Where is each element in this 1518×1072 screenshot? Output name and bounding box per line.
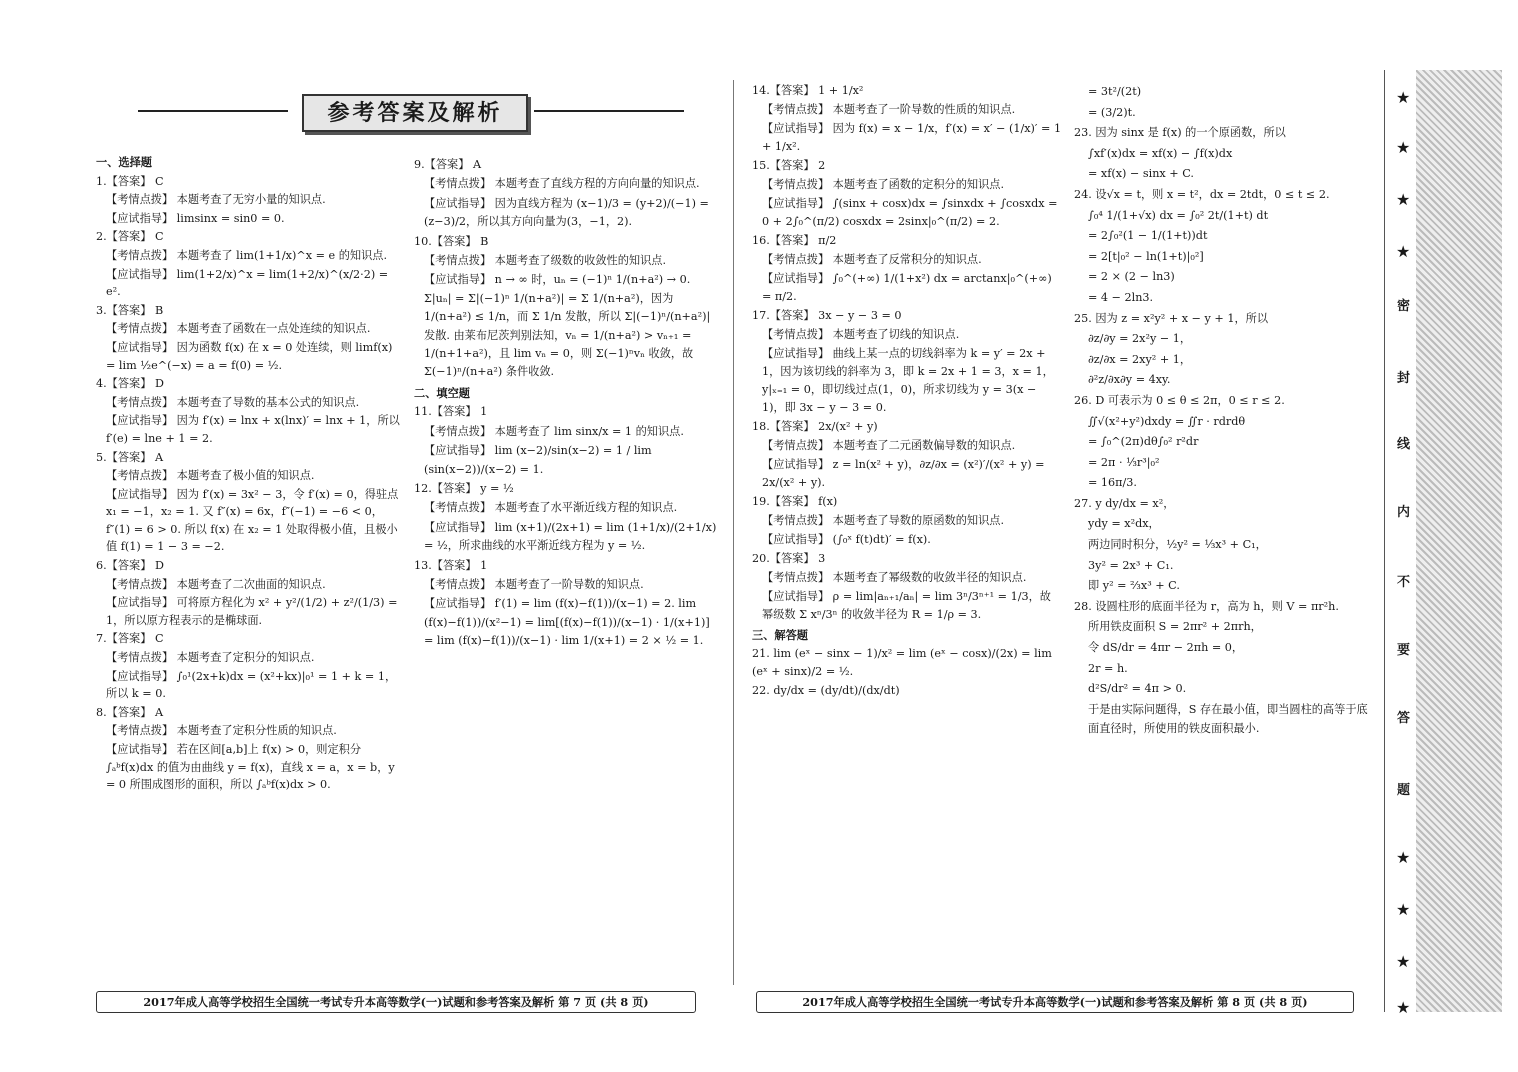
answer-line: = 3t²/(2t): [1088, 85, 1142, 98]
answer-line: 【考情点拨】 本题考查了反常积分的知识点.: [762, 253, 982, 266]
answer-line: 【应试指导】 lim (x−2)/sin(x−2) = 1 / lim (sin(x−2))/(x−2) = 1.: [424, 444, 652, 476]
answer-line: 4.【答案】 D: [96, 377, 164, 391]
binding-char: 答: [1397, 711, 1411, 726]
answer-line: 14.【答案】 1 + 1/x²: [752, 84, 864, 97]
binding-char: 要: [1397, 643, 1411, 658]
answer-line: ∂²z/∂x∂y = 4xy.: [1088, 373, 1171, 387]
answer-line: 【应试指导】 lim (x+1)/(2x+1) = lim (1+1/x)/(2+1/x) = ½，所求曲线的水平渐近线方程为 y = ½.: [424, 520, 717, 553]
answer-line: 【应试指导】 ∫₀^(+∞) 1/(1+x²) dx = arctanx|₀^(+∞) = π/2.: [762, 272, 1052, 303]
binding-char: 题: [1397, 783, 1411, 798]
answer-line: 【考情点拨】 本题考查了函数在一点处连续的知识点.: [106, 322, 371, 336]
answer-line: 9.【答案】 A: [414, 158, 482, 171]
answer-line: 3y² = 2x³ + C₁.: [1088, 558, 1174, 572]
title-rule-left: [138, 110, 288, 112]
answer-line: ∂z/∂x = 2xy² + 1，: [1088, 352, 1192, 366]
answer-line: 令 dS/dr = 4πr − 2πh = 0，: [1088, 641, 1244, 655]
answer-line: = 4 − 2ln3.: [1088, 290, 1154, 304]
answer-line: 【考情点拨】 本题考查了二元函数偏导数的知识点.: [762, 439, 1016, 452]
left-column-2: [414, 156, 720, 652]
answer-line: 【考情点拨】 本题考查了 lim sinx/x = 1 的知识点.: [424, 424, 684, 438]
left-column-1: [96, 152, 401, 795]
answer-line: 【应试指导】 limsinx = sin0 = 0.: [106, 211, 285, 225]
answer-line: = 2∫₀²(1 − 1/(1+t))dt: [1088, 229, 1208, 243]
answer-line: 【考情点拨】 本题考查了函数的定积分的知识点.: [762, 178, 1005, 191]
answer-line: 【应试指导】 因为 f′(x) = lnx + x(lnx)′ = lnx + 1，所以 f′(e) = lne + 1 = 2.: [106, 414, 400, 445]
binding-char: 封: [1397, 371, 1411, 386]
answer-line: 8.【答案】 A: [96, 705, 164, 719]
answer-line: 所用铁皮面积 S = 2πr² + 2πrh，: [1088, 620, 1262, 634]
answer-line: 【考情点拨】 本题考查了二次曲面的知识点.: [106, 577, 326, 591]
answer-line: 【应试指导】 lim(1+2/x)^x = lim(1+2/x)^(x/2·2) = e².: [106, 267, 389, 299]
answer-line: 【应试指导】 n → ∞ 时，uₙ = (−1)ⁿ 1/(n+a²) → 0. Σ|uₙ| = Σ|(−1)ⁿ 1/(n+a²)| = Σ 1/(n+a²)，因为 1/(n+a²) ≤ 1/n，而 Σ 1/n 发散，所以 Σ|(−1)ⁿ/(n+a²)| 发散. 由莱布尼茨判别法知，vₙ = 1/(n+a²) > vₙ₊₁ = 1/(n+1+a²)，且 lim vₙ = 0，则 Σ(−1)ⁿvₙ 收敛，故 Σ(−1)ⁿ/(n+a²) 条件收敛.: [424, 273, 711, 379]
star-icon: ★: [1396, 190, 1411, 209]
answer-line: 【考情点拨】 本题考查了切线的知识点.: [762, 328, 960, 341]
answer-line: 16.【答案】 π/2: [752, 234, 837, 247]
answer-line: 【考情点拨】 本题考查了水平渐近线方程的知识点.: [424, 501, 678, 515]
binding-strip: [1416, 70, 1502, 1012]
right-column-2: [1074, 82, 1374, 740]
answer-line: 23. 因为 sinx 是 f(x) 的一个原函数，所以: [1074, 126, 1286, 140]
answer-line: = 2 × (2 − ln3): [1088, 270, 1175, 284]
answer-line: 两边同时积分，½y² = ⅓x³ + C₁，: [1088, 538, 1267, 552]
title-rule-right: [534, 110, 684, 112]
answer-line: ∂z/∂y = 2x²y − 1，: [1088, 332, 1192, 346]
answer-line: = ∫₀^(2π)dθ∫₀² r²dr: [1088, 435, 1199, 449]
answer-line: 28. 设圆柱形的底面半径为 r，高为 h，则 V = πr²h.: [1074, 599, 1339, 613]
answer-line: = 2π · ⅓r³|₀²: [1088, 455, 1160, 469]
answer-line: 25. 因为 z = x²y² + x − y + 1，所以: [1074, 311, 1269, 325]
answer-line: 【考情点拨】 本题考查了直线方程的方向向量的知识点.: [424, 177, 700, 191]
answer-line: = 16π/3.: [1088, 476, 1137, 490]
answer-line: 2r = h.: [1088, 661, 1128, 675]
answer-line: 【考情点拨】 本题考查了 lim(1+1/x)^x = e 的知识点.: [106, 248, 388, 262]
star-icon: ★: [1396, 88, 1411, 107]
answer-line: 20.【答案】 3: [752, 552, 826, 565]
answer-line: 【应试指导】 因为 f′(x) = 3x² − 3，令 f′(x) = 0，得驻点 x₁ = −1，x₂ = 1. 又 f″(x) = 6x，f″(−1) = −6 < 0，f″(1) = 6 > 0. 所以 f(x) 在 x₂ = 1 处取得极小值，且极小值 f(1) = 1 − 3 = −2.: [106, 487, 399, 554]
answer-line: 15.【答案】 2: [752, 159, 826, 172]
answer-line: 2.【答案】 C: [96, 230, 164, 244]
answer-line: = xf(x) − sinx + C.: [1088, 167, 1194, 181]
answer-line: 10.【答案】 B: [414, 234, 489, 248]
answer-line: 【考情点拨】 本题考查了定积分的知识点.: [106, 651, 315, 665]
answer-line: 21. lim (eˣ − sinx − 1)/x² = lim (eˣ − cosx)/(2x) = lim (eˣ + sinx)/2 = ½.: [752, 647, 1052, 678]
answer-line: 7.【答案】 C: [96, 632, 164, 646]
star-icon: ★: [1396, 952, 1411, 971]
star-icon: ★: [1396, 848, 1411, 867]
answer-line: 22. dy/dx = (dy/dt)/(dx/dt): [752, 684, 900, 697]
answer-line: = (3/2)t.: [1088, 105, 1136, 119]
star-icon: ★: [1396, 138, 1411, 157]
answer-line: 【考情点拨】 本题考查了极小值的知识点.: [106, 469, 315, 483]
binding-char: 线: [1397, 437, 1411, 452]
answer-line: ∬√(x²+y²)dxdy = ∬r · rdrdθ: [1088, 414, 1246, 428]
binding-margin: [1384, 70, 1417, 1012]
answer-line: 17.【答案】 3x − y − 3 = 0: [752, 309, 902, 322]
answer-line: 【考情点拨】 本题考查了一阶导数的性质的知识点.: [762, 103, 1016, 116]
answer-line: 【应试指导】 因为函数 f(x) 在 x = 0 处连续，则 limf(x) = lim ½e^(−x) = a = f(0) = ½.: [106, 340, 393, 372]
answer-line: 【考情点拨】 本题考查了一阶导数的知识点.: [424, 577, 644, 591]
answer-line: 【应试指导】 因为 f(x) = x − 1/x，f′(x) = x′ − (1/x)′ = 1 + 1/x².: [762, 122, 1062, 153]
answer-line: 【应试指导】 ∫(sinx + cosx)dx = ∫sinxdx + ∫cosxdx = 0 + 2∫₀^(π/2) cosxdx = 2sinx|₀^(π/2) = 2.: [762, 197, 1058, 228]
answer-line: 【应试指导】 (∫₀ˣ f(t)dt)′ = f(x).: [762, 533, 931, 546]
answer-line: 【应试指导】 f′(1) = lim (f(x)−f(1))/(x−1) = 2. lim (f(x)−f(1))/(x²−1) = lim[(f(x)−f(1))/(x−1) · 1/(x+1)] = lim (f(x)−f(1))/(x−1) · lim 1/(x+1) = 2 × ½ = 1.: [424, 597, 710, 648]
star-icon: ★: [1396, 900, 1411, 919]
star-icon: ★: [1396, 998, 1411, 1017]
center-divider: [733, 80, 734, 985]
answer-line: 6.【答案】 D: [96, 559, 164, 573]
answer-line: 【应试指导】 ∫₀¹(2x+k)dx = (x²+kx)|₀¹ = 1 + k = 1，所以 k = 0.: [106, 669, 397, 701]
answer-line: 5.【答案】 A: [96, 450, 164, 464]
answer-line: 27. y dy/dx = x²，: [1074, 496, 1175, 510]
answer-line: 【应试指导】 若在区间[a,b]上 f(x) > 0，则定积分 ∫ₐᵇf(x)dx 的值为由曲线 y = f(x)，直线 x = a，x = b，y = 0 所围成图形的面积，所以 ∫ₐᵇf(x)dx > 0.: [106, 743, 395, 792]
footer-right: 2017年成人高等学校招生全国统一考试专升本高等数学(一)试题和参考答案及解析 第 8 页 (共 8 页): [756, 991, 1354, 1013]
answer-line: 【考情点拨】 本题考查了导数的原函数的知识点.: [762, 514, 1005, 527]
footer-left: 2017年成人高等学校招生全国统一考试专升本高等数学(一)试题和参考答案及解析 第 7 页 (共 8 页): [96, 991, 696, 1013]
answer-line: ydy = x²dx，: [1088, 517, 1160, 531]
binding-char: 内: [1397, 505, 1411, 520]
answer-line: 【考情点拨】 本题考查了幂级数的收敛半径的知识点.: [762, 571, 1027, 584]
answer-line: ∫xf′(x)dx = xf(x) − ∫f(x)dx: [1088, 146, 1233, 160]
answer-line: 【应试指导】 ρ = lim|aₙ₊₁/aₙ| = lim 3ⁿ/3ⁿ⁺¹ = 1/3，故幂级数 Σ xⁿ/3ⁿ 的收敛半径为 R = 1/ρ = 3.: [762, 590, 1051, 621]
answer-line: 【考情点拨】 本题考查了无穷小量的知识点.: [106, 193, 326, 207]
answer-line: 13.【答案】 1: [414, 558, 488, 572]
right-column-1: [752, 82, 1062, 701]
answer-line: 【应试指导】 曲线上某一点的切线斜率为 k = y′ = 2x + 1，因为该切线的斜率为 3，即 k = 2x + 1 = 3，x = 1，y|ₓ₌₁ = 0，即切线过点(1，0)，所求切线为 y = 3(x − 1)，即 3x − y − 3 = 0.: [762, 347, 1054, 414]
answer-line: 一、选择题: [96, 155, 152, 169]
binding-char: 密: [1397, 299, 1411, 314]
answer-line: 【考情点拨】 本题考查了导数的基本公式的知识点.: [106, 395, 360, 409]
answer-line: 24. 设√x = t，则 x = t²，dx = 2tdt，0 ≤ t ≤ 2.: [1074, 187, 1330, 201]
answer-line: 于是由实际问题得，S 存在最小值，即当圆柱的高等于底面直径时，所使用的铁皮面积最小.: [1088, 702, 1368, 736]
star-icon: ★: [1396, 242, 1411, 261]
binding-char: 不: [1397, 575, 1411, 590]
answer-line: 【应试指导】 z = ln(x² + y)，∂z/∂x = (x²)′/(x² + y) = 2x/(x² + y).: [762, 458, 1045, 489]
answer-line: 即 y² = ⅔x³ + C.: [1088, 579, 1180, 593]
answer-line: 12.【答案】 y = ½: [414, 481, 514, 495]
answer-line: 18.【答案】 2x/(x² + y): [752, 420, 878, 433]
answer-line: 26. D 可表示为 0 ≤ θ ≤ 2π，0 ≤ r ≤ 2.: [1074, 393, 1285, 407]
answer-line: 【考情点拨】 本题考查了级数的收敛性的知识点.: [424, 254, 667, 268]
answer-line: 19.【答案】 f(x): [752, 495, 838, 508]
page-title: 参考答案及解析: [302, 94, 528, 132]
answer-line: = 2[t|₀² − ln(1+t)|₀²]: [1088, 249, 1204, 263]
answer-line: 3.【答案】 B: [96, 303, 164, 317]
answer-line: 【考情点拨】 本题考查了定积分性质的知识点.: [106, 724, 337, 738]
answer-line: d²S/dr² = 4π > 0.: [1088, 682, 1187, 696]
answer-line: 【应试指导】 可将原方程化为 x² + y²/(1/2) + z²/(1/3) = 1，所以原方程表示的是椭球面.: [106, 596, 398, 627]
answer-line: 三、解答题: [752, 628, 808, 642]
answer-line: ∫₀⁴ 1/(1+√x) dx = ∫₀² 2t/(1+t) dt: [1088, 208, 1269, 222]
answer-line: 1.【答案】 C: [96, 174, 164, 188]
answer-line: 11.【答案】 1: [414, 405, 488, 419]
answer-line: 二、填空题: [414, 385, 470, 400]
answer-line: 【应试指导】 因为直线方程为 (x−1)/3 = (y+2)/(−1) = (z−3)/2，所以其方向向量为(3，−1，2).: [424, 196, 709, 229]
